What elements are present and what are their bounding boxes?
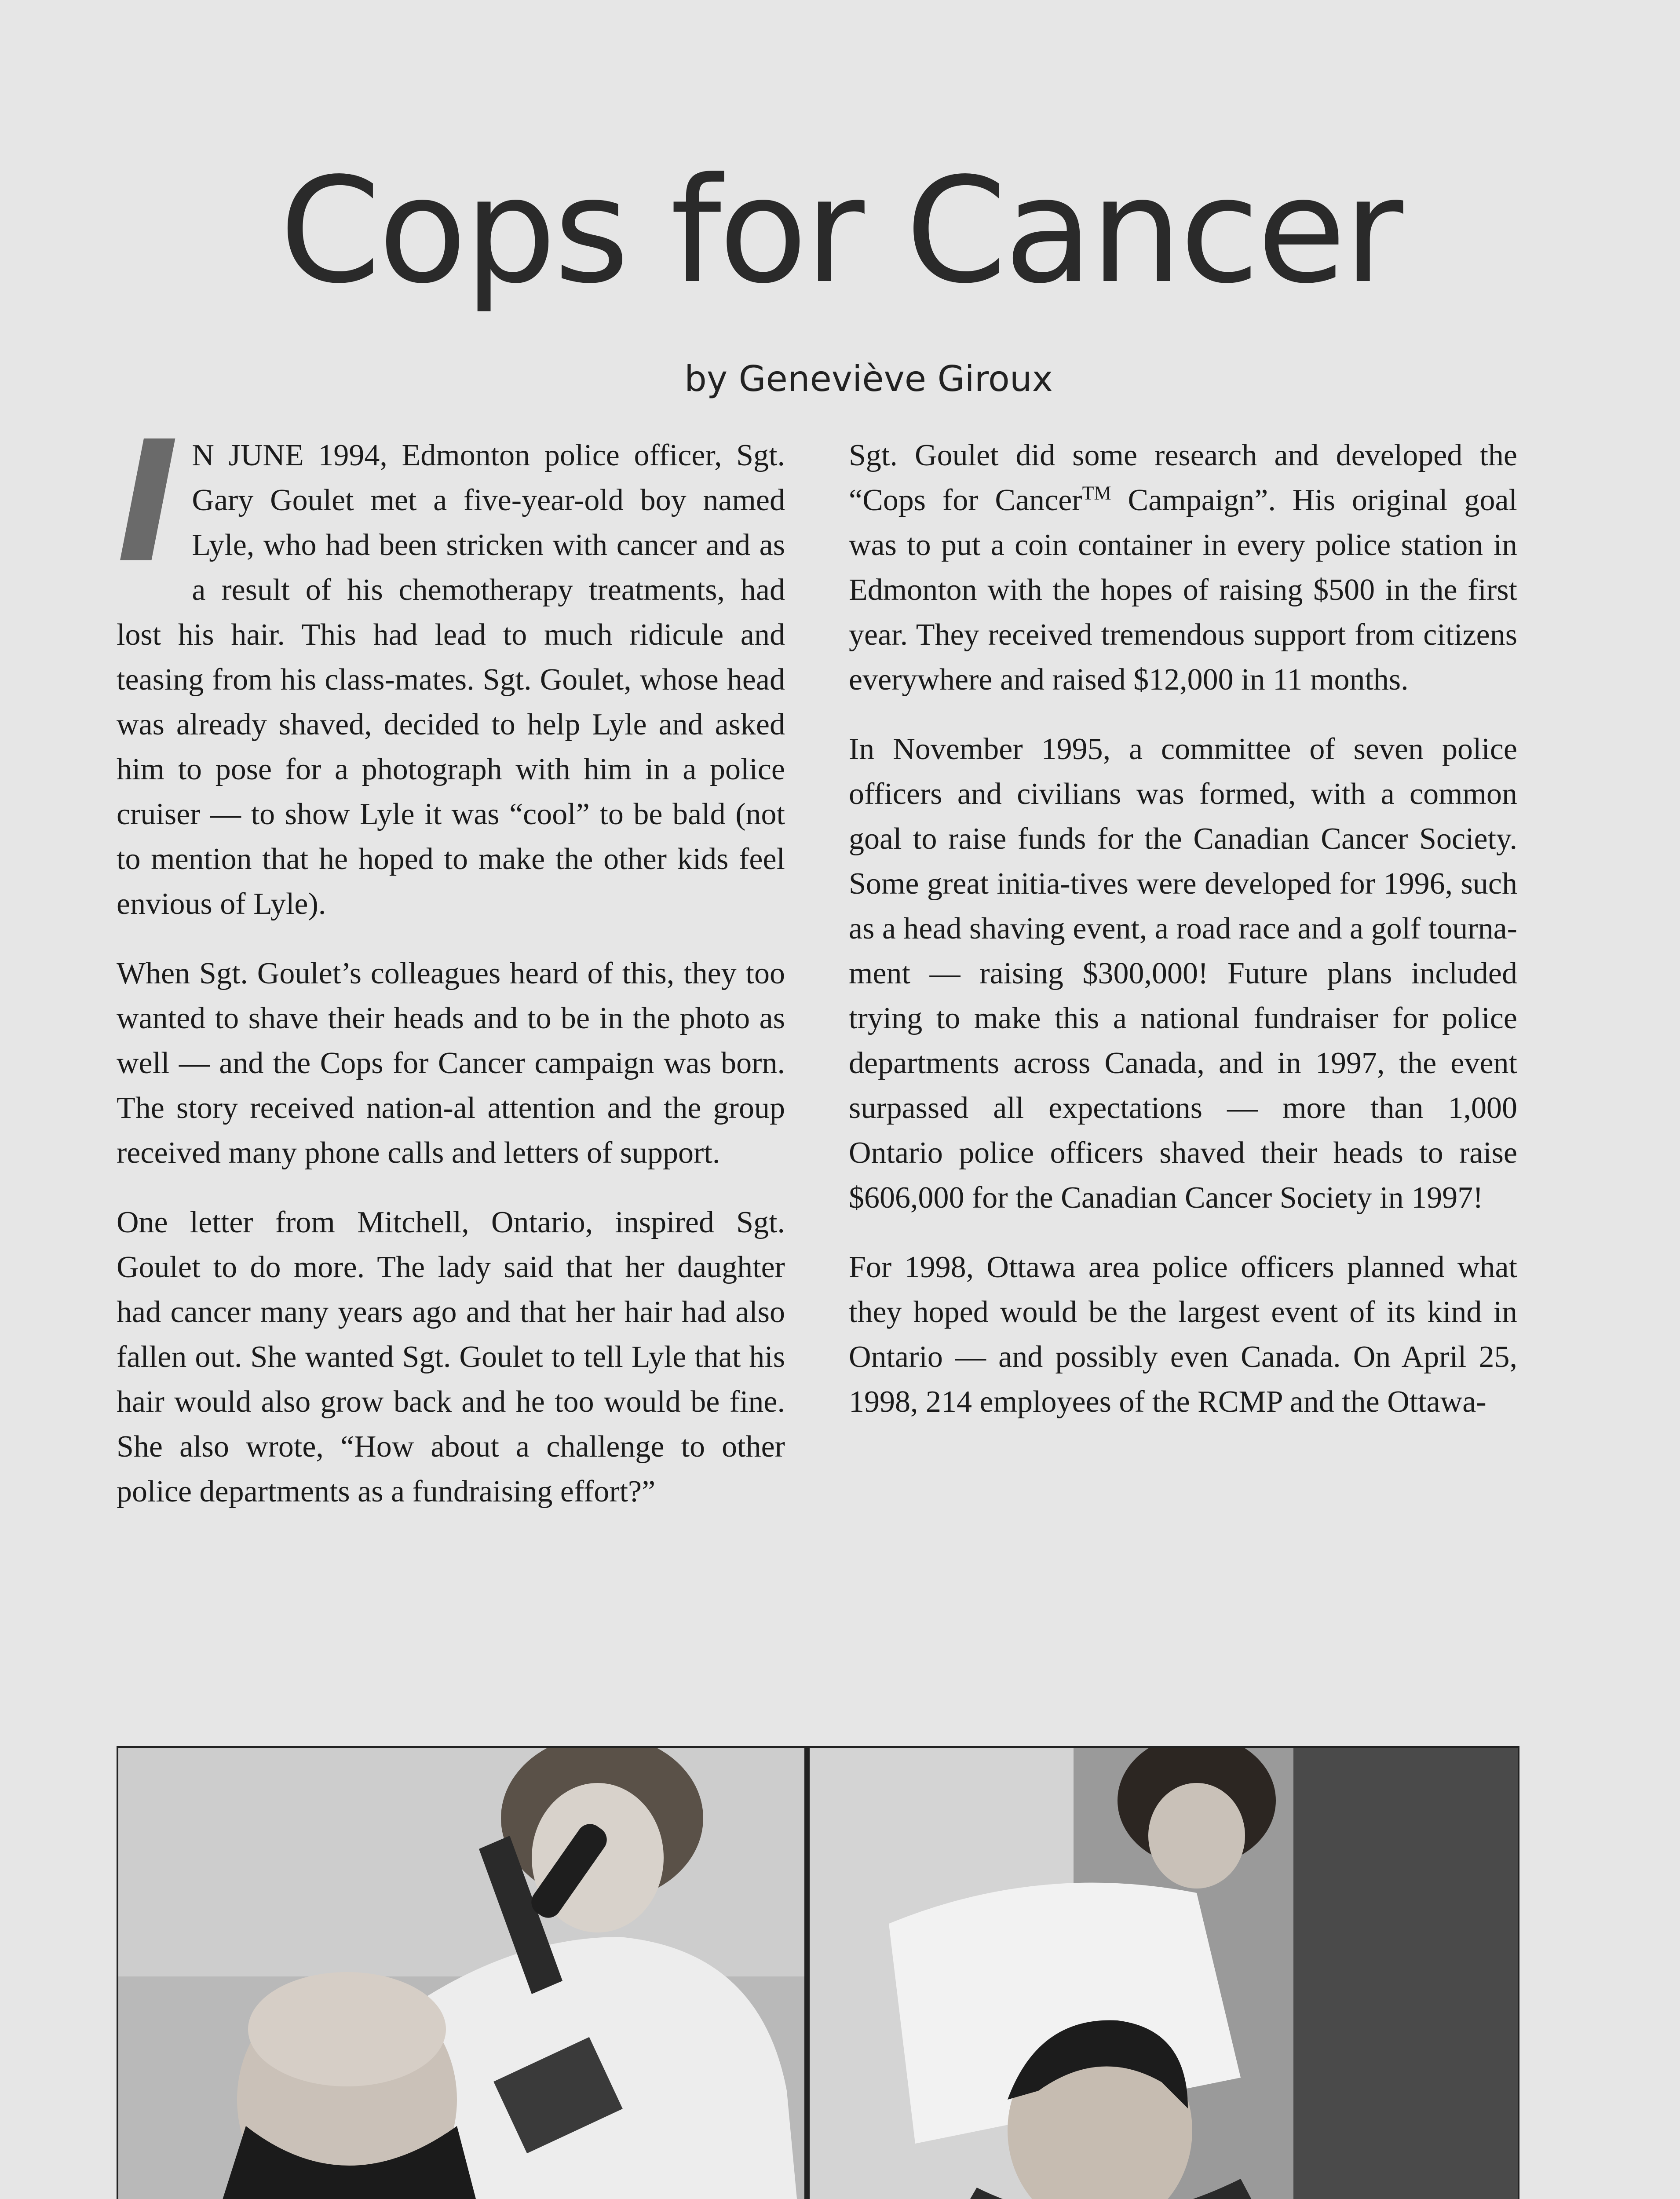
paragraph-4-start: Sgt. Goulet did some research and developed the “Cops for Cancer [849,438,1517,517]
paragraph-5: In November 1995, a committee of seven police officers and civilians was formed, with a common goal to raise funds for the Canadian Cancer Society. Some great initia-tives were developed for 1996, such as a head shaving event, a road race and a golf tourna-ment — raising $300,000! Future plans included trying to make this a national fundraiser for police departments across Canada, and in 1997, the event surpassed all expectations — more than 1,000 Ontario police officers shaved their heads to raise $606,000 for the Canadian Cancer Society in 1997! [849,732,1517,1215]
photo-strip [117,1746,1519,2199]
paragraph-1 [117,405,785,927]
paragraph-1-text: N JUNE 1994, Edmonton police officer, Sgt. Gary Goulet met a five-year-old boy named Lyle, who had been stricken with cancer and as a result of his chemotherapy treatments, had lost his hair. This had lead to much ridicule and teasing from his class-mates. Sgt. Goulet, whose head was already shaved, decided to help Lyle and asked him to pose for a photograph with him in a police cruiser — to show Lyle it was “cool” to be bald (not to mention that he hoped to make the other kids feel envious of Lyle). [117,438,785,921]
photo-right-illustration [810,1748,1518,2199]
photo-mercier-head-shave [118,1748,804,2199]
photo-moreau-head-shave [810,1748,1518,2199]
drop-cap: I [117,405,179,600]
byline: by Geneviève Giroux [684,358,1053,399]
left-column [117,405,785,1539]
photo-left-illustration [118,1748,804,2199]
right-column [849,433,1517,1449]
paragraph-3: One letter from Mitchell, Ontario, inspired Sgt. Goulet to do more. The lady said that her daughter had cancer many years ago and that her hair had also fallen out. She wanted Sgt. Goulet to tell Lyle that his hair would also grow back and he too would be fine. She also wrote, “How about a challenge to other police departments as a fundraising effort?” [117,1205,785,1509]
trademark-mark: TM [1082,482,1111,504]
article-title: Cops for Cancer [279,146,1401,315]
paragraph-2: When Sgt. Goulet’s colleagues heard of this, they too wanted to shave their heads and to be in the photo as well — and the Cops for Cancer campaign was born. The story received nation-al attention and the group received many phone calls and letters of support. [117,957,785,1170]
paragraph-6: For 1998, Ottawa area police officers planned what they hoped would be the largest event of its kind in Ontario — and possibly even Canada. On April 25, 1998, 214 employees of the RCMP and the Ottawa- [849,1250,1517,1419]
paragraph-4-rest: Campaign”. His original goal was to put a coin container in every police station in Edmonton with the hopes of raising $500 in the first year. They received tremendous support from citizens everywhere and raised $12,000 in 11 months. [849,483,1517,697]
paragraph-4 [849,433,1517,702]
